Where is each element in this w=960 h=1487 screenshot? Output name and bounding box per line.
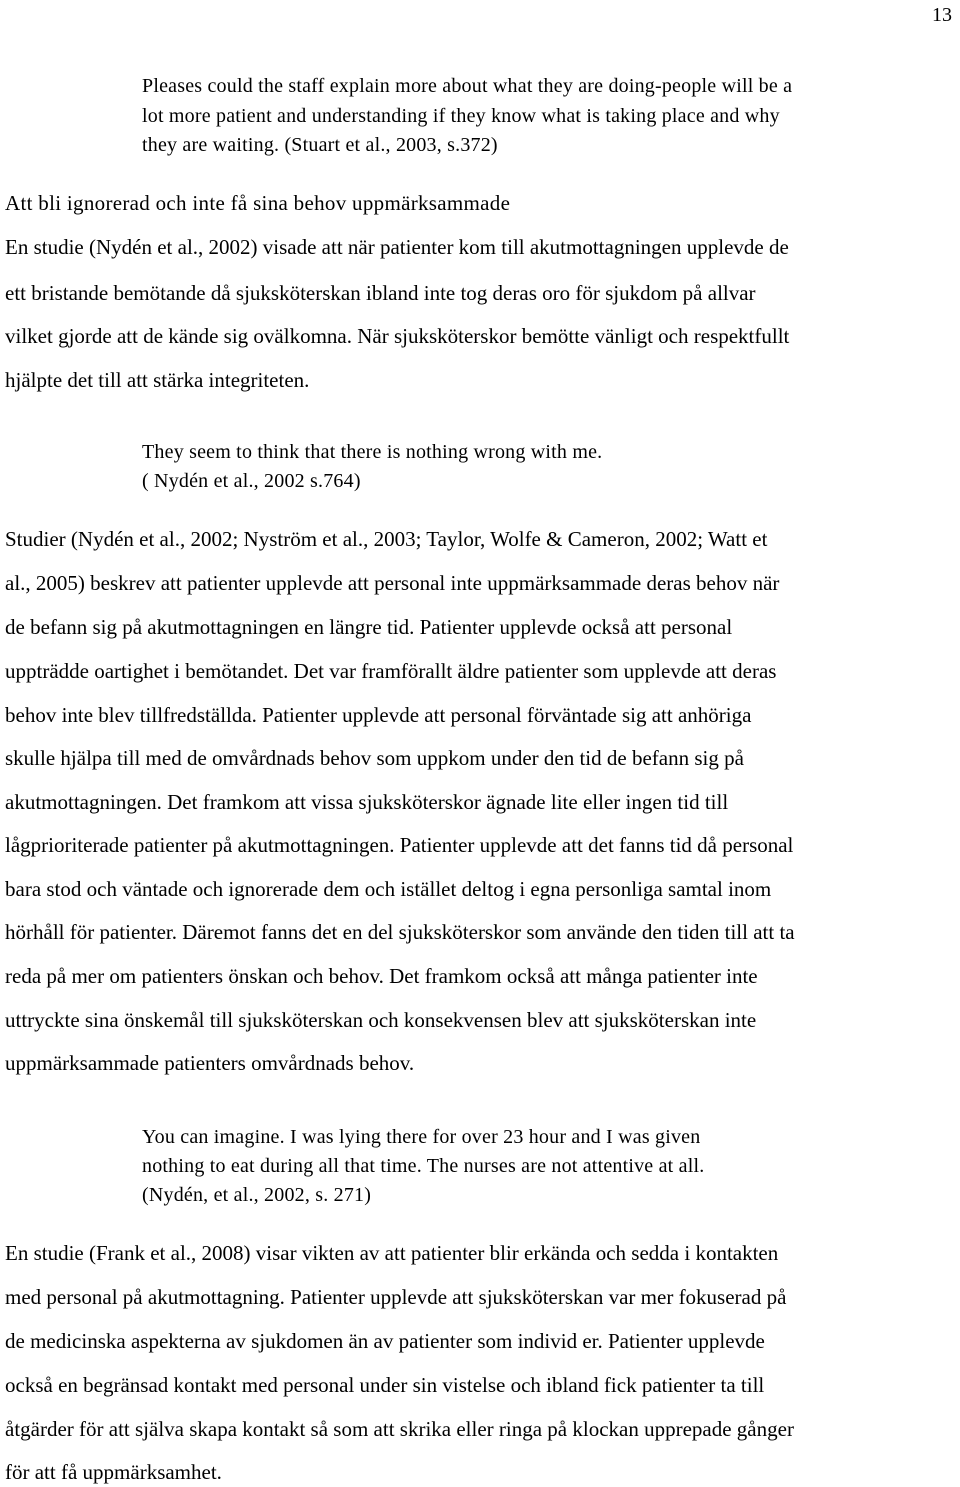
quote-line: lot more patient and understanding if they know what is taking place and why (142, 105, 780, 127)
paragraph-line: En studie (Frank et al., 2008) visar vikten av att patienter blir erkända och sedda i kontakten (5, 1241, 779, 1265)
heading-text: Att bli ignorerad och inte få sina behov uppmärksammade (5, 191, 511, 215)
quote-line: ( Nydén et al., 2002 s.764) (142, 470, 361, 492)
paragraph-line: också en begränsad kontakt med personal under sin vistelse och ibland fick patienter ta till (5, 1373, 765, 1397)
quote-line: Pleases could the staff explain more about what they are doing-people will be a (142, 75, 793, 97)
paragraph-line: för att få uppmärksamhet. (5, 1460, 222, 1484)
paragraph-line: hörhåll för patienter. Däremot fanns det en del sjuksköterskor som använde den tiden till att ta (5, 920, 795, 944)
paragraph-line: med personal på akutmottagning. Patienter upplevde att sjuksköterskan var mer fokuserad på (5, 1285, 787, 1309)
page-number: 13 (932, 4, 952, 26)
paragraph-line: de medicinska aspekterna av sjukdomen än av patienter som individ er. Patienter upplevde (5, 1329, 765, 1353)
quote-line: They seem to think that there is nothing wrong with me. (142, 441, 603, 463)
paragraph-line: En studie (Nydén et al., 2002) visade att när patienter kom till akutmottagningen upplevde de (5, 235, 789, 259)
paragraph-line: al., 2005) beskrev att patienter upplevde att personal inte uppmärksammade deras behov när (5, 571, 780, 595)
quote-line: (Nydén, et al., 2002, s. 271) (142, 1184, 372, 1206)
paragraph-line: uttryckte sina önskemål till sjuksköterskan och konsekvensen blev att sjuksköterskan inte (5, 1008, 757, 1032)
paragraph-line: uppträdde oartighet i bemötandet. Det var framförallt äldre patienter som upplevde att deras (5, 659, 777, 683)
paragraph-line: Studier (Nydén et al., 2002; Nyström et al., 2003; Taylor, Wolfe & Cameron, 2002; Watt et (5, 527, 768, 551)
paragraph-line: skulle hjälpa till med de omvårdnads behov som uppkom under den tid de befann sig på (5, 746, 744, 770)
paragraph-line: vilket gjorde att de kände sig ovälkomna. När sjuksköterskor bemötte vänligt och respektfullt (5, 324, 790, 348)
quote-line: You can imagine. I was lying there for over 23 hour and I was given (142, 1126, 701, 1148)
paragraph-line: reda på mer om patienters önskan och behov. Det framkom också att många patienter inte (5, 964, 758, 988)
paragraph-line: hjälpte det till att stärka integriteten. (5, 368, 310, 392)
paragraph-line: bara stod och väntade och ignorerade dem och istället deltog i egna personliga samtal inom (5, 877, 772, 901)
paragraph-line: akutmottagningen. Det framkom att vissa sjuksköterskor ägnade lite eller ingen tid till (5, 790, 729, 814)
paragraph-line: uppmärksammade patienters omvårdnads behov. (5, 1051, 415, 1075)
paragraph-line: ett bristande bemötande då sjuksköterskan ibland inte tog deras oro för sjukdom på allvar (5, 281, 756, 305)
quote-line: nothing to eat during all that time. The nurses are not attentive at all. (142, 1155, 705, 1177)
paragraph-line: behov inte blev tillfredställda. Patienter upplevde att personal förväntade sig att anhöriga (5, 703, 752, 727)
paragraph-line: lågprioriterade patienter på akutmottagningen. Patienter upplevde att det fanns tid då personal (5, 833, 794, 857)
paragraph-line: åtgärder för att själva skapa kontakt så som att skrika eller ringa på klockan upprepade gånger (5, 1417, 794, 1441)
quote-line: they are waiting. (Stuart et al., 2003, s.372) (142, 134, 498, 156)
paragraph-line: de befann sig på akutmottagningen en längre tid. Patienter upplevde också att personal (5, 615, 733, 639)
